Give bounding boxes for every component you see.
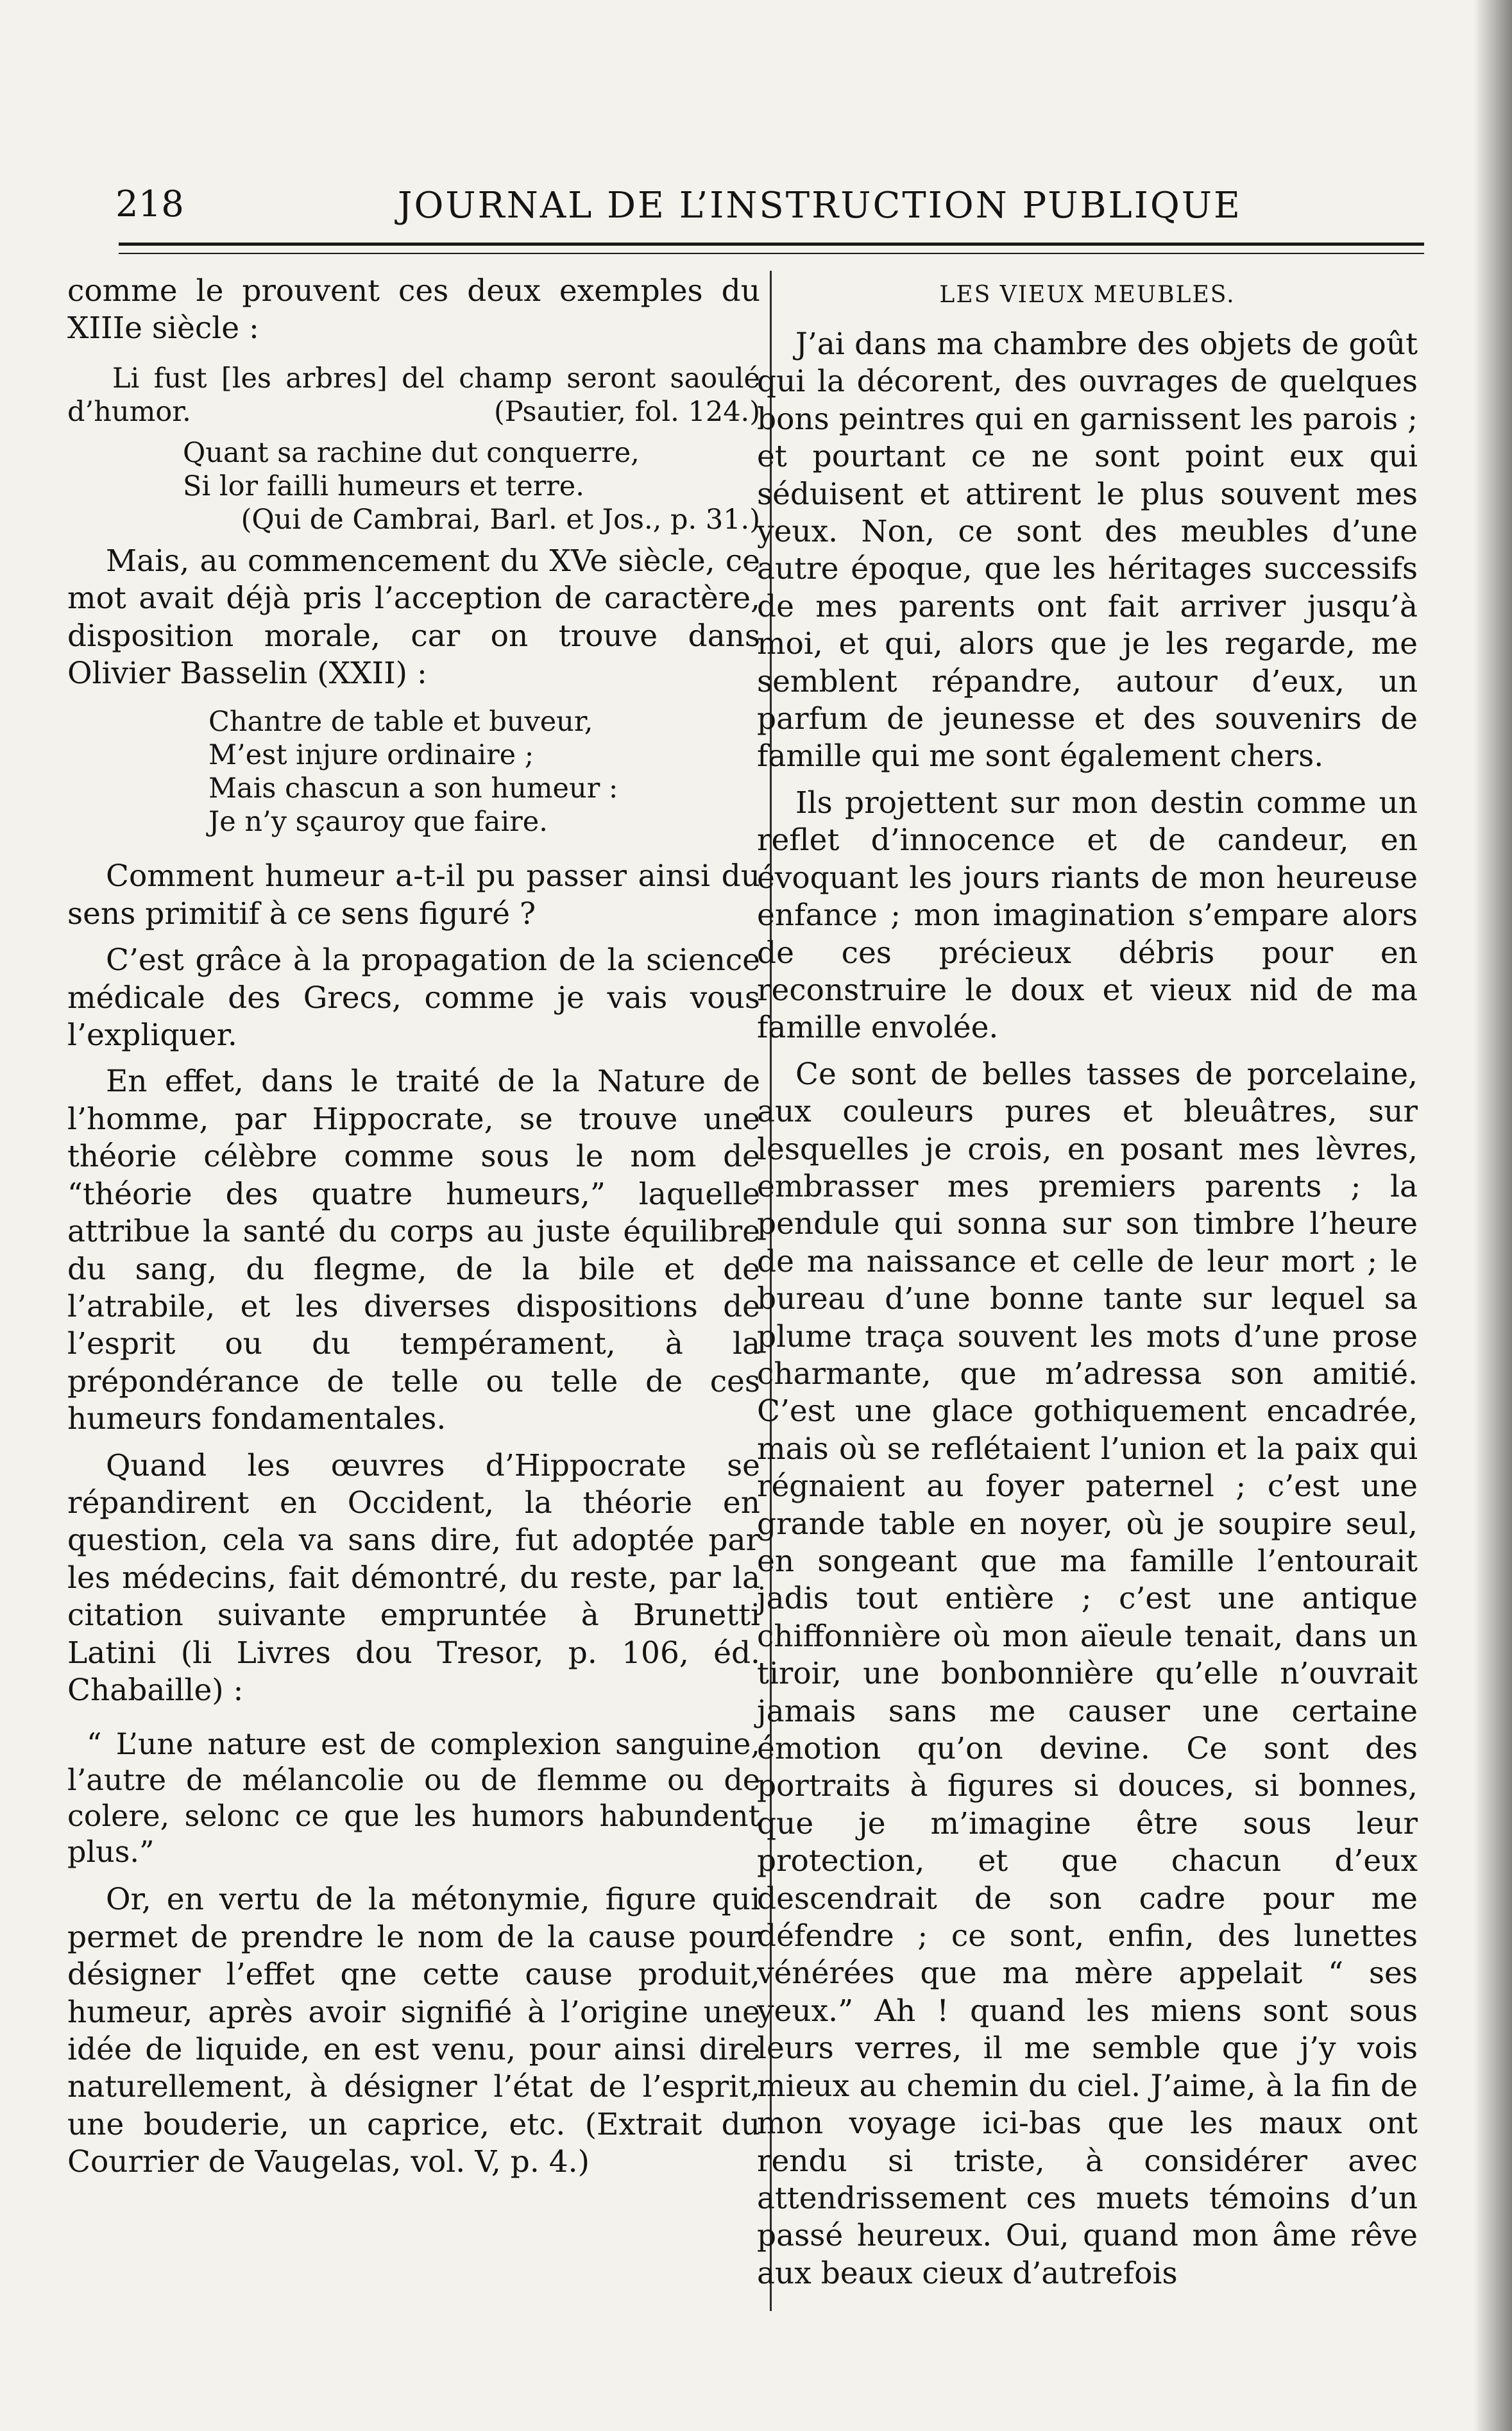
verse-line: Quant sa rachine dut conquerre,: [183, 436, 640, 469]
page-number: 218: [115, 183, 184, 225]
intro-paragraph: comme le prouvent ces deux exemples du XIIIe siècle :: [67, 273, 760, 346]
quote-psautier-text: Li fust [les arbres] del champ seront saoulé d’humor.: [67, 362, 760, 428]
scan-edge-shadow: [1474, 0, 1512, 2431]
right-column: [757, 273, 1418, 2292]
paragraph: Quand les œuvres d’Hippocrate se répandirent en Occident, la théorie en question, cela va sans dire, fut adoptée par les médecins, fait démontré, du reste, par la citation suivante empruntée à Brunetti Latini (li Livres dou Tresor, p. 106, éd. Chabaille) :: [67, 1447, 760, 1708]
verse-source: (Qui de Cambrai, Barl. et Jos., p. 31.): [241, 503, 760, 536]
verse-line: M’est injure ordinaire ;: [208, 739, 534, 772]
header-rule-thin: [119, 253, 1424, 254]
verse-line: Je n’y sçauroy que faire.: [208, 806, 548, 839]
page-header: [115, 166, 1437, 230]
paragraph: En effet, dans le traité de la Nature de l’homme, par Hippocrate, se trouve une théorie célèbre comme sous le nom de “théorie des quatre humeurs,” laquelle attribue la santé du corps au juste équilibre du sang, du flegme, de la bile et de l’atrabile, et les diverses dispositions de l’esprit ou du tempérament, à la prépondérance de telle ou telle de ces humeurs fondamentales.: [67, 1064, 760, 1437]
verse-basselin: [67, 705, 760, 839]
running-title: JOURNAL DE L’INSTRUCTION PUBLIQUE: [398, 185, 1242, 226]
verse-line: Chantre de table et buveur,: [208, 706, 593, 738]
verse-line: Mais chascun a son humeur :: [208, 772, 618, 805]
verse-cambrai: [67, 436, 760, 536]
quote-brunetti: “ L’une nature est de complexion sanguine, l’autre de mélancolie ou de flemme ou de colere, selonc ce que les humors habundent plus.”: [67, 1727, 760, 1870]
paragraph: Ce sont de belles tasses de porcelaine, aux couleurs pures et bleuâtres, sur lesquelles je crois, en posant mes lèvres, embrasser mes premiers parents ; la pendule qui sonna sur son timbre l’heure de ma naissance et celle de leur mort ; le bureau d’une bonne tante sur lequel sa plume traça souvent les mots d’une prose charmante, que m’adressa son amitié. C’est une glace gothiquement encadrée, mais où se reflétaient l’union et la paix qui régnaient au foyer paternel ; c’est une grande table en noyer, où je soupire seul, en songeant que ma famille l’entourait jadis tout entière ; c’est une antique chiffonnière où mon aïeule tenait, dans un tiroir, une bonbonnière qu’elle n’ouvrait jamais sans me causer une certaine émotion qu’on devine. Ce sont des portraits à figures si douces, si bonnes, que je m’imagine être sous leur protection, et que chacun d’eux descendrait de son cadre pour me défendre ; ce sont, enfin, des lunettes vénérées que ma mère appelait “ ses yeux.” Ah ! quand les miens sont sous leurs verres, il me semble que j’y vois mieux au chemin du ciel. J’aime, à la fin de mon voyage ici-bas que les maux ont rendu si triste, à considérer avec attendrissement ces muets témoins d’un passé heureux. Oui, quand mon âme rêve aux beaux cieux d’autrefois: [757, 1056, 1418, 2291]
paragraph: J’ai dans ma chambre des objets de goût qui la décorent, des ouvrages de quelques bons peintres qui en garnissent les parois ; et pourtant ce ne sont point eux qui séduisent et attirent le plus souvent mes yeux. Non, ce sont des meubles d’une autre époque, que les héritages successifs de mes parents ont fait arriver jusqu’à moi, et qui, alors que je les regarde, me semblent répandre, autour d’eux, un parfum de jeunesse et des souvenirs de famille qui me sont également chers.: [757, 327, 1418, 774]
article-heading: LES VIEUX MEUBLES.: [939, 282, 1236, 308]
quote-psautier: [67, 362, 760, 429]
quote-psautier-source: (Psautier, fol. 124.): [493, 395, 760, 428]
paragraph: Or, en vertu de la métonymie, figure qui permet de prendre le nom de la cause pour désigner l’effet qne cette cause produit, humeur, après avoir signifié à l’origine une idée de liquide, en est venu, pour ainsi dire naturellement, à désigner l’état de l’esprit, une bouderie, un caprice, etc. (Extrait du Courrier de Vaugelas, vol. V, p. 4.): [67, 1882, 760, 2180]
paragraph: Comment humeur a-t-il pu passer ainsi du sens primitif à ce sens figuré ?: [67, 858, 760, 932]
paragraph: Mais, au commencement du XVe siècle, ce mot avait déjà pris l’acception de caractère, disposition morale, car on trouve dans Olivier Basselin (XXII) :: [67, 543, 760, 692]
paragraph: C’est grâce à la propagation de la science médicale des Grecs, comme je vais vous l’expliquer.: [67, 943, 760, 1053]
header-rule-thick: [119, 243, 1424, 246]
verse-line: Si lor failli humeurs et terre.: [183, 470, 584, 502]
left-column: [67, 273, 760, 2181]
paragraph: Ils projettent sur mon destin comme un reflet d’innocence et de candeur, en évoquant les jours riants de mon heureuse enfance ; mon imagination s’empare alors de ces précieux débris pour en reconstruire le doux et vieux nid de ma famille envolée.: [757, 785, 1418, 1046]
